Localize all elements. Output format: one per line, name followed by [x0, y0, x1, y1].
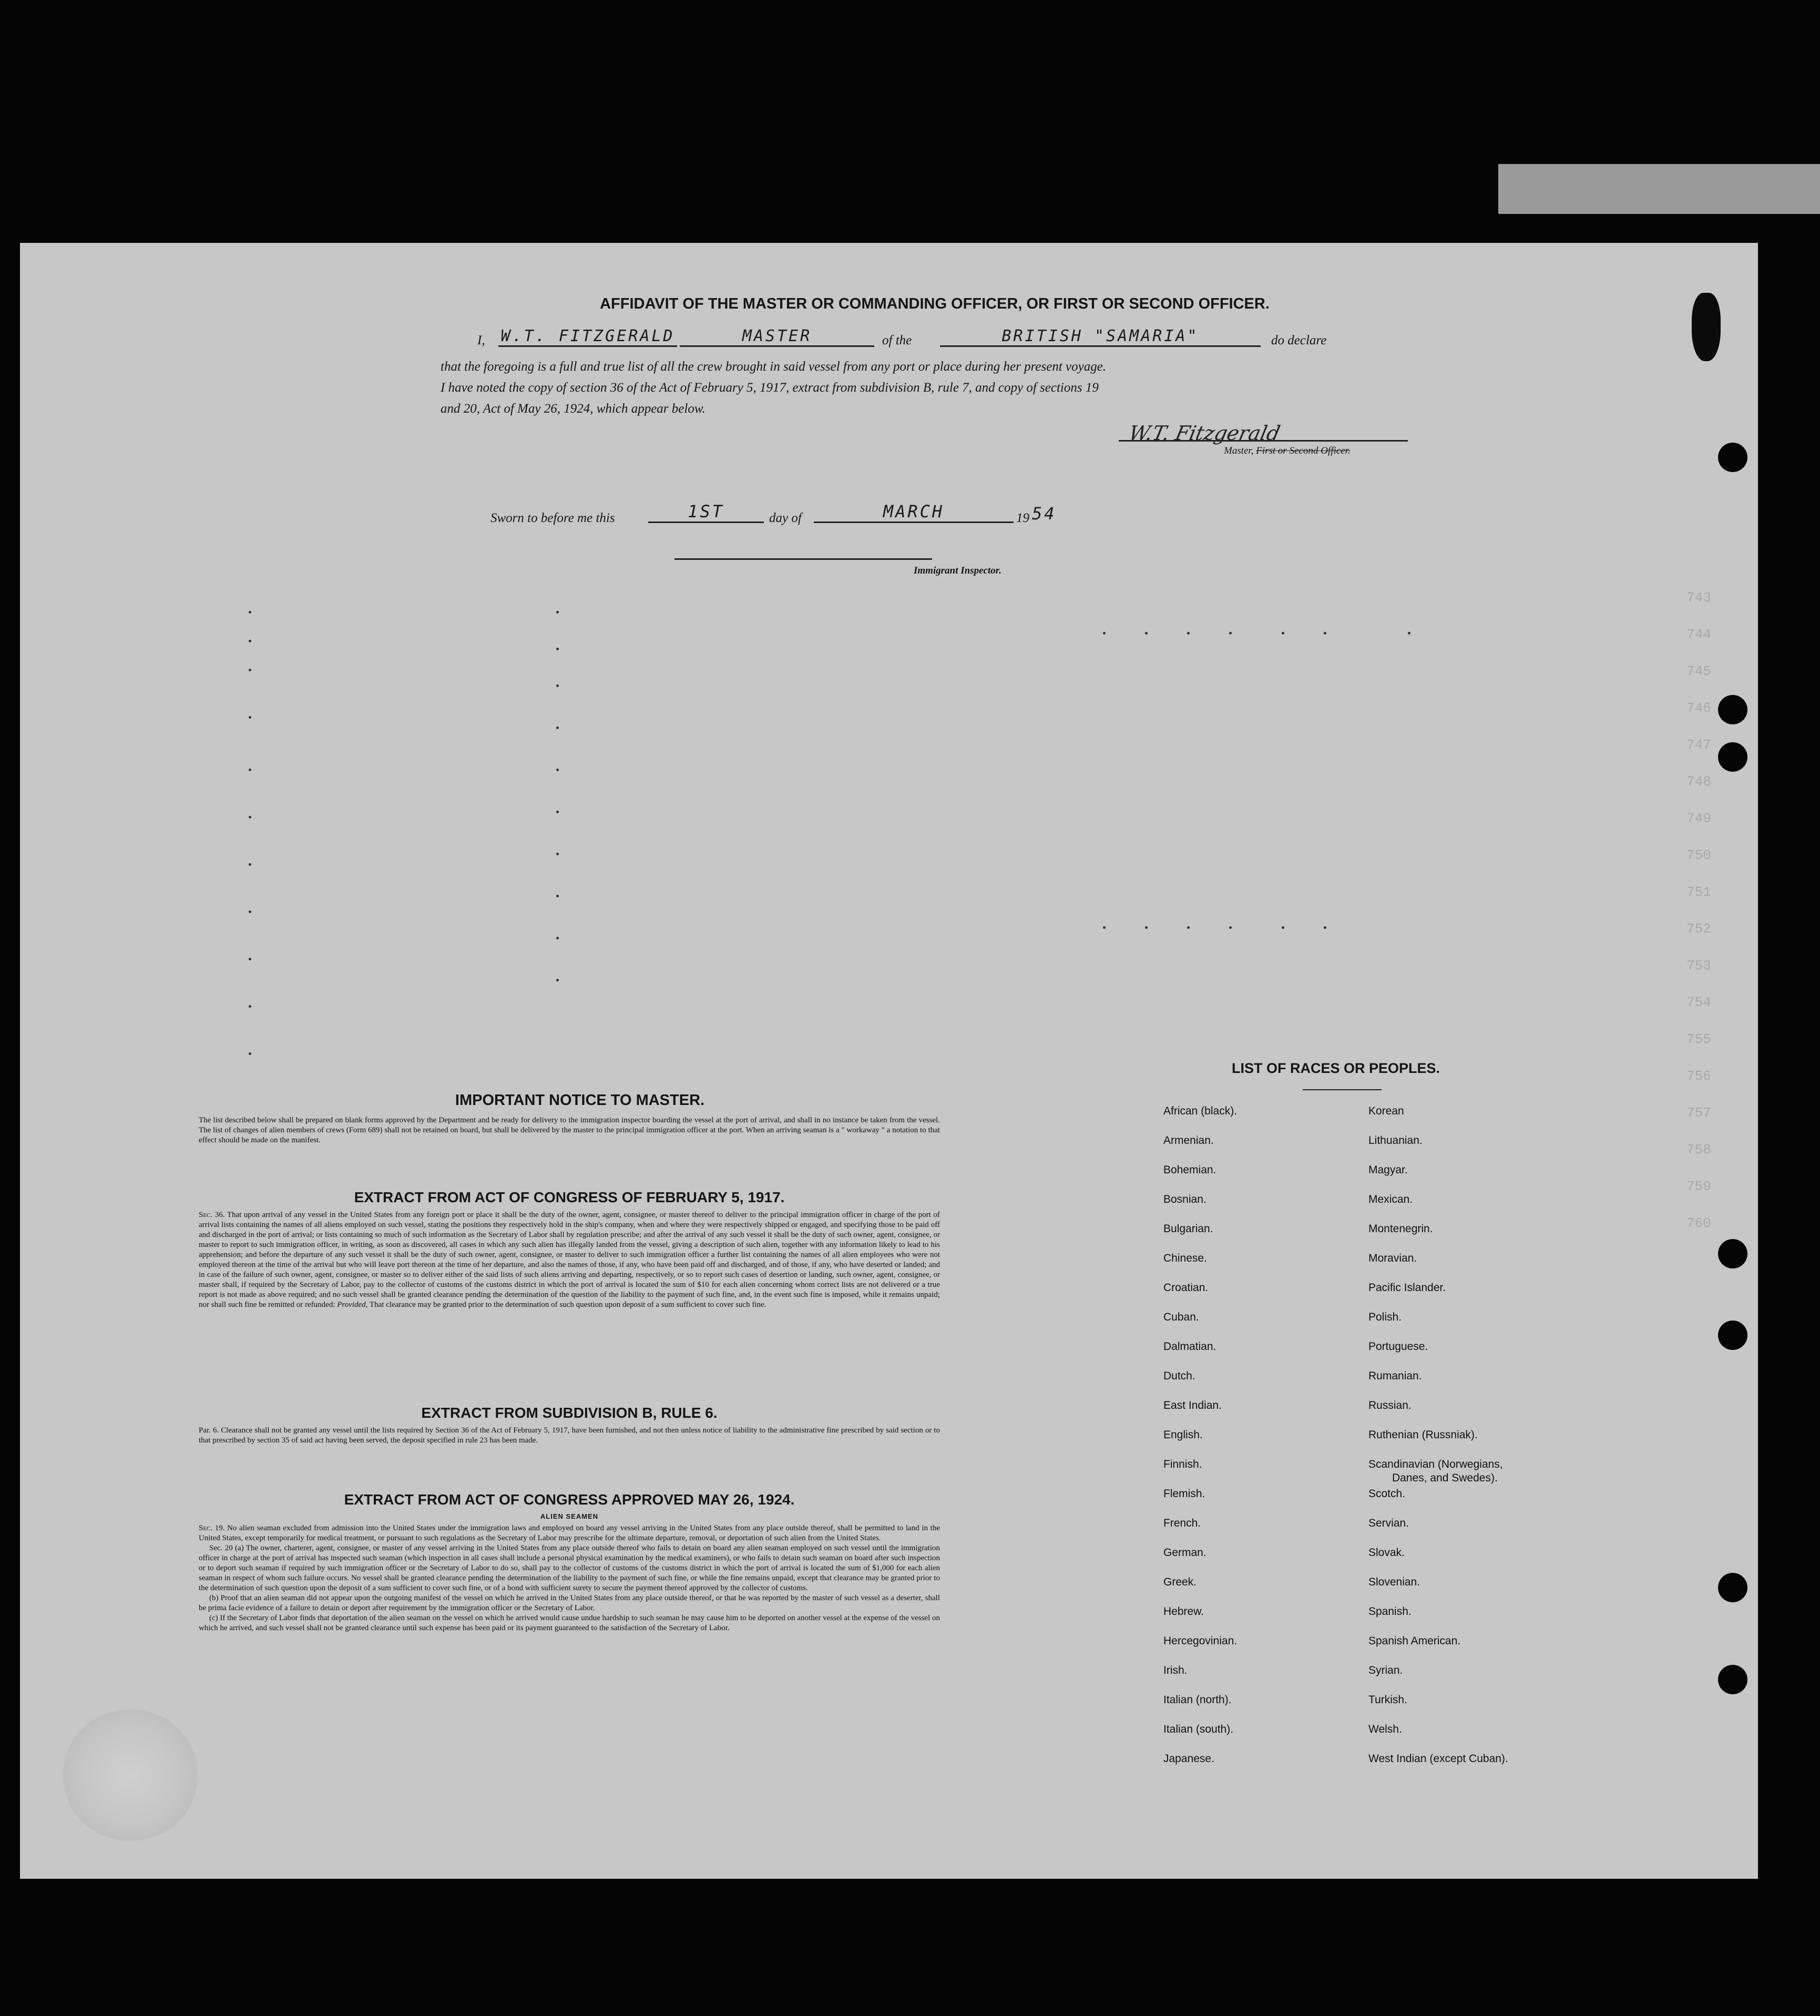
sec-19-paragraph [199, 1523, 940, 1543]
race-item: Welsh. [1368, 1723, 1402, 1735]
race-item: Bosnian. [1163, 1193, 1206, 1205]
race-item: Irish. [1163, 1664, 1188, 1676]
binder-hole [1718, 742, 1747, 772]
embossed-seal [62, 1710, 199, 1841]
race-item: Italian (north). [1163, 1694, 1232, 1706]
affidavit-title: AFFIDAVIT OF THE MASTER OR COMMANDING OFFICER, OR FIRST OR SECOND OFFICER. [600, 295, 1270, 312]
sec-19-body: No alien seaman excluded from admission into the United States under the immigration laws and employed on board any vessel arriving in the United States from any place outside thereof, shall be permitted to land in the United States, except temporarily for medical treatment, or pursuant to such regulations as the Secretary of Labor may prescribe for the ultimate departure, removal, or deportation of such alien from the United States. [199, 1524, 940, 1542]
race-item: Croatian. [1163, 1282, 1209, 1294]
affidavit-line-1 [477, 327, 1455, 353]
race-item: Finnish. [1163, 1458, 1202, 1470]
race-item: Servian. [1368, 1517, 1409, 1529]
day-of-label: day of [769, 511, 802, 525]
binder-hole [1718, 1573, 1747, 1602]
extract-1924-text [199, 1523, 940, 1633]
race-item: Dutch. [1163, 1370, 1195, 1382]
par-6-body: Clearance shall not be granted any vessel until the lists required by Section 36 of the Act of February 5, 1917, have been furnished, and not then unless notice of liability to the administrative fine prescribed by said section or to that prescribed by section 35 of said act having been served, the deposit specified in rule 23 has been made. [199, 1426, 940, 1445]
binder-hole [1718, 1239, 1747, 1268]
race-item: Italian (south). [1163, 1723, 1234, 1735]
race-item: Turkish. [1368, 1694, 1407, 1706]
race-item: English. [1163, 1429, 1203, 1441]
do-declare-label: do declare [1271, 333, 1327, 347]
notice-title: IMPORTANT NOTICE TO MASTER. [455, 1092, 705, 1109]
master-signature: W.T. Fitzgerald [1127, 422, 1283, 445]
officer-label-struck: First or Second Officer. [1256, 445, 1351, 456]
of-the-label: of the [882, 333, 912, 347]
extract-1917-title: EXTRACT FROM ACT OF CONGRESS OF FEBRUARY 5, 1917. [354, 1189, 785, 1205]
proviso-label: Provided, [337, 1301, 368, 1309]
race-item: Greek. [1163, 1576, 1197, 1588]
race-item: Japanese. [1163, 1753, 1214, 1765]
signature-label [1224, 445, 1351, 457]
binder-hole [1718, 1321, 1747, 1350]
proviso-text: That clearance may be granted prior to the determination of such question upon deposit of a sum sufficient to cover such fine. [369, 1301, 766, 1309]
master-label: Master, [1224, 445, 1254, 456]
binder-hole [1718, 1665, 1747, 1694]
sec-19-label: Sec. 19. [199, 1524, 225, 1532]
inspector-label: Immigrant Inspector. [914, 565, 1001, 576]
declarant-pronoun: I, [477, 333, 485, 347]
race-item: French. [1163, 1517, 1201, 1529]
par-6-label: Par. 6. [199, 1426, 219, 1435]
races-title-rule [1303, 1089, 1382, 1090]
race-item: Slovak. [1368, 1547, 1405, 1559]
race-item-continuation: Danes, and Swedes). [1392, 1472, 1498, 1484]
race-item: Spanish American. [1368, 1635, 1461, 1647]
affidavit-line-4: and 20, Act of May 26, 1924, which appear below. [441, 402, 705, 416]
race-item: Scotch. [1368, 1488, 1406, 1500]
race-item: Rumanian. [1368, 1370, 1422, 1382]
race-item: Flemish. [1163, 1488, 1205, 1500]
alien-seamen-subtitle: ALIEN SEAMEN [540, 1512, 599, 1520]
inspector-signature-line [674, 553, 932, 560]
race-item: Slovenian. [1368, 1576, 1420, 1588]
race-item: German. [1163, 1547, 1206, 1559]
race-item: Ruthenian (Russniak). [1368, 1429, 1478, 1441]
declarant-name: W.T. FITZGERALD [498, 327, 677, 347]
binder-hole [1718, 443, 1747, 472]
sec-20b-paragraph: (b) Proof that an alien seaman did not appear upon the outgoing manifest of the vessel on which he arrived in the United States from any place outside thereof, or that he was reported by the master of such vessel as a deserter, shall be prima facie evidence of a failure to detain or deport after requirement by the immigration officer or the Secretary of Labor. [199, 1594, 940, 1612]
race-item: Dalmatian. [1163, 1340, 1216, 1353]
sec-36-label: Sec. 36. [199, 1211, 225, 1219]
sec-20a-paragraph: Sec. 20 (a) The owner, charterer, agent, consignee, or master of any vessel arriving in the United States from any place outside thereof who fails to detain on board any alien seaman employed on such vessel until the immigration officer in charge at the port of arrival has inspected such seaman (which inspection in all cases shall include a personal physical examination by the medical examiners), or who fails to detain such seaman on board after such inspection or to deport such seaman if required by such immigration officer or the Secretary of Labor to do so, shall pay to the collector of customs of the customs district in which the port of arrival is located the sum of $1,000 for each alien seaman in respect of whom such failure occurs. No vessel shall be granted clearance pending the determination of the liability to the payment of such fine, or while the fine remains unpaid, except that clearance may be granted prior to the determination of such question upon the deposit of a sum sufficient to cover such fine, or of a bond with sufficient surety to secure the payment thereof approved by the collector of customs. [199, 1544, 940, 1592]
photo-tab-strip [1498, 164, 1820, 214]
race-item: Hebrew. [1163, 1605, 1204, 1618]
extract-1924-title: EXTRACT FROM ACT OF CONGRESS APPROVED MAY 26, 1924. [344, 1491, 795, 1508]
sec-20c-paragraph: (c) If the Secretary of Labor finds that deportation of the alien seaman on the vessel on which he arrived would cause undue hardship to such seaman he may cause him to be deported on another vessel at the expense of the vessel on which he arrived, and such vessel shall not be granted clearance until such expense has been paid or its payment guaranteed to the satisfaction of the Secretary of Labor. [199, 1614, 940, 1632]
year-suffix: 54 [1032, 504, 1057, 524]
race-item: Portuguese. [1368, 1340, 1428, 1353]
race-item: Montenegrin. [1368, 1223, 1433, 1235]
race-item: Chinese. [1163, 1252, 1207, 1264]
sworn-month: MARCH [814, 502, 1014, 523]
notice-text: The list described below shall be prepared on blank forms approved by the Department and be ready for delivery to the immigration inspector boarding the vessel at the port of arrival, and shall in no instance be taken from the vessel. The list of changes of alien members of crews (Form 689) shall not be retained on board, but shall be delivered by the master to the principal immigration officer at the port. When an arriving seaman is a " workaway " a notation to that effect should be made on the manifest. [199, 1116, 940, 1144]
race-item: Moravian. [1368, 1252, 1417, 1264]
race-item: Spanish. [1368, 1605, 1412, 1618]
extract-1917-text [199, 1210, 940, 1310]
binder-hole [1718, 695, 1747, 724]
race-item: Armenian. [1163, 1134, 1214, 1147]
race-item: Mexican. [1368, 1193, 1413, 1205]
sec-36-body: That upon arrival of any vessel in the United States from any foreign port or place it shall be the duty of the owner, agent, consignee, or master thereof to deliver to the principal immigration officer in charge of the port of arrival lists containing the names of all aliens employed on such vessel, stating the positions they respectively hold in the ship's company, when and where they were respectively shipped or engaged, and specifying those to be paid off and discharged in the port of arrival; or lists containing so much of such information as the Secretary of Labor shall by regulation prescribe; and after the arrival of any such vessel it shall be the duty of such owner, agent, consignee, or master to report to such immigration officer, in writing, as soon as discovered, all cases in which any such alien has illegally landed from the vessel, giving a description of such alien, together with any information likely to lead to his apprehension; and before the departure of any such vessel it shall be the duty of such owner, agent, consignee, or master to deliver to such immigration officer a further list containing the names of all alien employees who were not employed thereon at the time of the arrival but who will leave port thereon at the time of her departure, and also the names of those, if any, who have been paid off and discharged, and of those, if any, who have deserted or landed; and in case of the failure of such owner, agent, consignee, or master so to deliver either of the said lists of such aliens arriving and departing, respectively, or so to report such cases of desertion or landing, such owner, agent, consignee, or master shall, if required by the Secretary of Labor, pay to the collector of customs of the customs district in which the port of arrival is located the sum of $10 for each alien concerning whom correct lists are not delivered or a true report is not made as above required; and no such vessel shall be granted clearance pending the determination of the question of the liability to the payment of such fine, and, in the event such fine is imposed, while it remains unpaid; nor shall such fine be remitted or refunded: [199, 1211, 940, 1309]
sworn-label: Sworn to before me this [490, 511, 615, 525]
race-item: Syrian. [1368, 1664, 1403, 1676]
vessel-name: BRITISH "SAMARIA" [940, 327, 1261, 347]
race-item: Polish. [1368, 1311, 1402, 1323]
sworn-day: 1ST [648, 502, 764, 523]
race-item: Russian. [1368, 1399, 1412, 1411]
extract-subdivision-text [199, 1426, 940, 1446]
race-item: Hercegovinian. [1163, 1635, 1238, 1647]
race-item: Bohemian. [1163, 1164, 1216, 1176]
affidavit-line-2: that the foregoing is a full and true list of all the crew brought in said vessel from any port or place during her present voyage. [441, 360, 1107, 374]
race-item: Pacific Islander. [1368, 1282, 1446, 1294]
declarant-rank: MASTER [680, 327, 874, 347]
race-item: West Indian (except Cuban). [1368, 1753, 1508, 1765]
manifest-page: 743 744 745 746 747 748 749 750 751 752 753 754 755 756 757 758 759 760 AFFIDAVIT OF THE MASTER OR COMMANDING OFFICER, OR FIRST OR SECOND OFFICER. I, W.T. FITZGERALD MASTER of the BRITISH "SAMARIA" do declare that the foregoing is a full and true list of all the crew brought in said vessel from any port or place during her present voyage. I have noted the copy of section 36 of the Act of February 5, 1917, extract from subdivision B, rule 7, and copy of sections 19 and 20, Act of May 26, 1924, which appear below. W.T. Fitzgerald Master, First or Second Officer. Sworn to before me this 1ST day of MARCH 19 54 Immigrant Inspector. IMPORTANT NOTICE TO MASTER. The list described below shall be prepared on blank forms approved by the Department and be ready for delivery to the immigration inspector boarding the vessel at the port of arrival, and shall in no instance be taken from the vessel. The list of changes of alien members of crews (Form 689) shall not be retained on board, but shall be delivered by the master to the principal immigration officer at the port. When an arriving seaman is a " workaway " a notation to that effect should be made on the manifest. EXTRACT FROM ACT OF CONGRESS OF FEBRUARY 5, 1917. Sec. 36. That upon arrival of any vessel in the United States from any foreign port or place it shall be the duty of the owner, agent, consignee, or master thereof to deliver to the principal immigration officer in charge of the port of arrival lists containing the names of all aliens employed on such vessel, stating the positions they respectively hold in the ship's company, when and where they were respectively shipped or engaged, and specifying those to be paid off and discharged in the port of arrival; or lists containing so much of such information as the Secretary of Labor shall by regulation prescribe; and after the arrival of any such vessel it shall be the duty of such owner, agent, consignee, or master to report to such immigration officer, in writing, as soon as discovered, all cases in which any such alien has illegally landed from the vessel, giving a description of such alien, together with any information likely to lead to his apprehension; and before the departure of any such vessel it shall be the duty of such owner, agent, consignee, or master to deliver to such immigration officer a further list containing the names of all alien employees who were not employed thereon at the time of the arrival but who will leave port thereon at the time of her departure, and also the names of those, if any, who have been paid off and discharged, and of those, if any, who have deserted or landed; and in case of the failure of such owner, agent, consignee, or master so to deliver either of the said lists of such aliens arriving and departing, respectively, or so to report such cases of desertion or landing, such owner, agent, consignee, or master shall, if required by the Secretary of Labor, pay to the collector of customs of the customs district in which the port of arrival is located the sum of $10 for each alien concerning whom correct lists are not delivered or a true report is not made as above required; and no such vessel shall be granted clearance pending the determination of the question of the liability to the payment of such fine, and, in the event such fine is imposed, while it remains unpaid; nor shall such fine be remitted or refunded: Provided, That clearance may be granted prior to the determination of such question upon deposit of a sum sufficient to cover such fine. EXTRACT FROM SUBDIVISION B, RULE 6. Par. 6. Clearance shall not be granted any vessel until the lists required by Section 36 of the Act of February 5, 1917, have been furnished, and not then unless notice of liability to the administrative fine prescribed by said section or to that prescribed by section 35 of said act having been served, the deposit specified in rule 23 has been made. EXTRACT FROM ACT OF CONGRESS APPROVED MAY 26, 1924. ALIEN SEAMEN Sec. 19. No alien seaman excluded from admission into the United States under the immigration laws and employed on board any vessel arriving in the United States from any place outside thereof, shall be permitted to land in the United States, except temporarily for medical treatment, or pursuant to such regulations as the Secretary of Labor may prescribe for the ultimate departure, removal, or deportation of such alien from the United States. Sec. 20 (a) The owner, charterer, agent, consignee, or master of any vessel arriving in the United States from any place outside thereof who fails to detain on board any alien seaman employed on such vessel until the immigration officer in charge at the port of arrival has inspected such seaman (which inspection in all cases shall include a personal physical examination by the medical examiners), or who fails to detain such seaman on board after such inspection or to deport such seaman if required by such immigration officer or the Secretary of Labor to do so, shall pay to the collector of customs of the customs district in which the port of arrival is located the sum of $1,000 for each alien seaman in respect of whom such failure occurs. No vessel shall be granted clearance pending the determination of the liability to the payment of such fine, or while the fine remains unpaid, except that clearance may be granted prior to the determination of such question upon the deposit of a sum sufficient to cover such fine, or of a bond with sufficient surety to secure the payment thereof approved by the collector of customs. (b) Proof that an alien seaman did not appear upon the outgoing manifest of the vessel on which he arrived in the United States from any place outside thereof, or that he was reported by the master of such vessel as a deserter, shall be prima facie evidence of a failure to detain or deport after requirement by the immigration officer or the Secretary of Labor. (c) If the Secretary of Labor finds that deportation of the alien seaman on the vessel on which he arrived would cause undue hardship to such seaman he may cause him to be deported on another vessel at the expense of the vessel on which he arrived, and such vessel shall not be granted clearance until such expense has been paid or its payment guaranteed to the satisfaction of the Secretary of Labor. LIST OF RACES OR PEOPLES. African (black). Armenian. Bohemian. Bosnian. Bulgarian. Chinese. Croatian. Cuban. Dalmatian. Dutch. East Indian. English. Finnish. Flemish. French. German. Greek. Hebrew. Hercegovinian. Irish. Italian (north). Italian (south). Japanese. Korean Lithuanian. Magyar. Mexican. Montenegrin. Moravian. Pacific Islander. Polish. Portuguese. Rumanian. Russian. Ruthenian (Russniak). Scandinavian (Norwegians, Danes, and Swedes). Scotch. Servian. Slovak. Slovenian. Spanish. Spanish American. Syrian. Turkish. Welsh. West Indian (except Cuban). [20, 243, 1758, 1879]
races-title: LIST OF RACES OR PEOPLES. [1232, 1060, 1440, 1076]
sworn-line [490, 502, 1121, 532]
race-item: Korean [1368, 1105, 1404, 1117]
affidavit-line-3: I have noted the copy of section 36 of the Act of February 5, 1917, extract from subdivision B, rule 7, and copy of sections 19 [441, 381, 1099, 395]
race-item: African (black). [1163, 1105, 1238, 1117]
year-prefix: 19 [1016, 511, 1029, 525]
race-item: Cuban. [1163, 1311, 1199, 1323]
extract-subdivision-title: EXTRACT FROM SUBDIVISION B, RULE 6. [421, 1405, 718, 1421]
race-item: East Indian. [1163, 1399, 1222, 1411]
ink-smudge [1692, 293, 1721, 361]
race-item: Magyar. [1368, 1164, 1408, 1176]
race-item: Lithuanian. [1368, 1134, 1423, 1147]
race-item: Scandinavian (Norwegians, [1368, 1458, 1503, 1470]
race-item: Bulgarian. [1163, 1223, 1213, 1235]
